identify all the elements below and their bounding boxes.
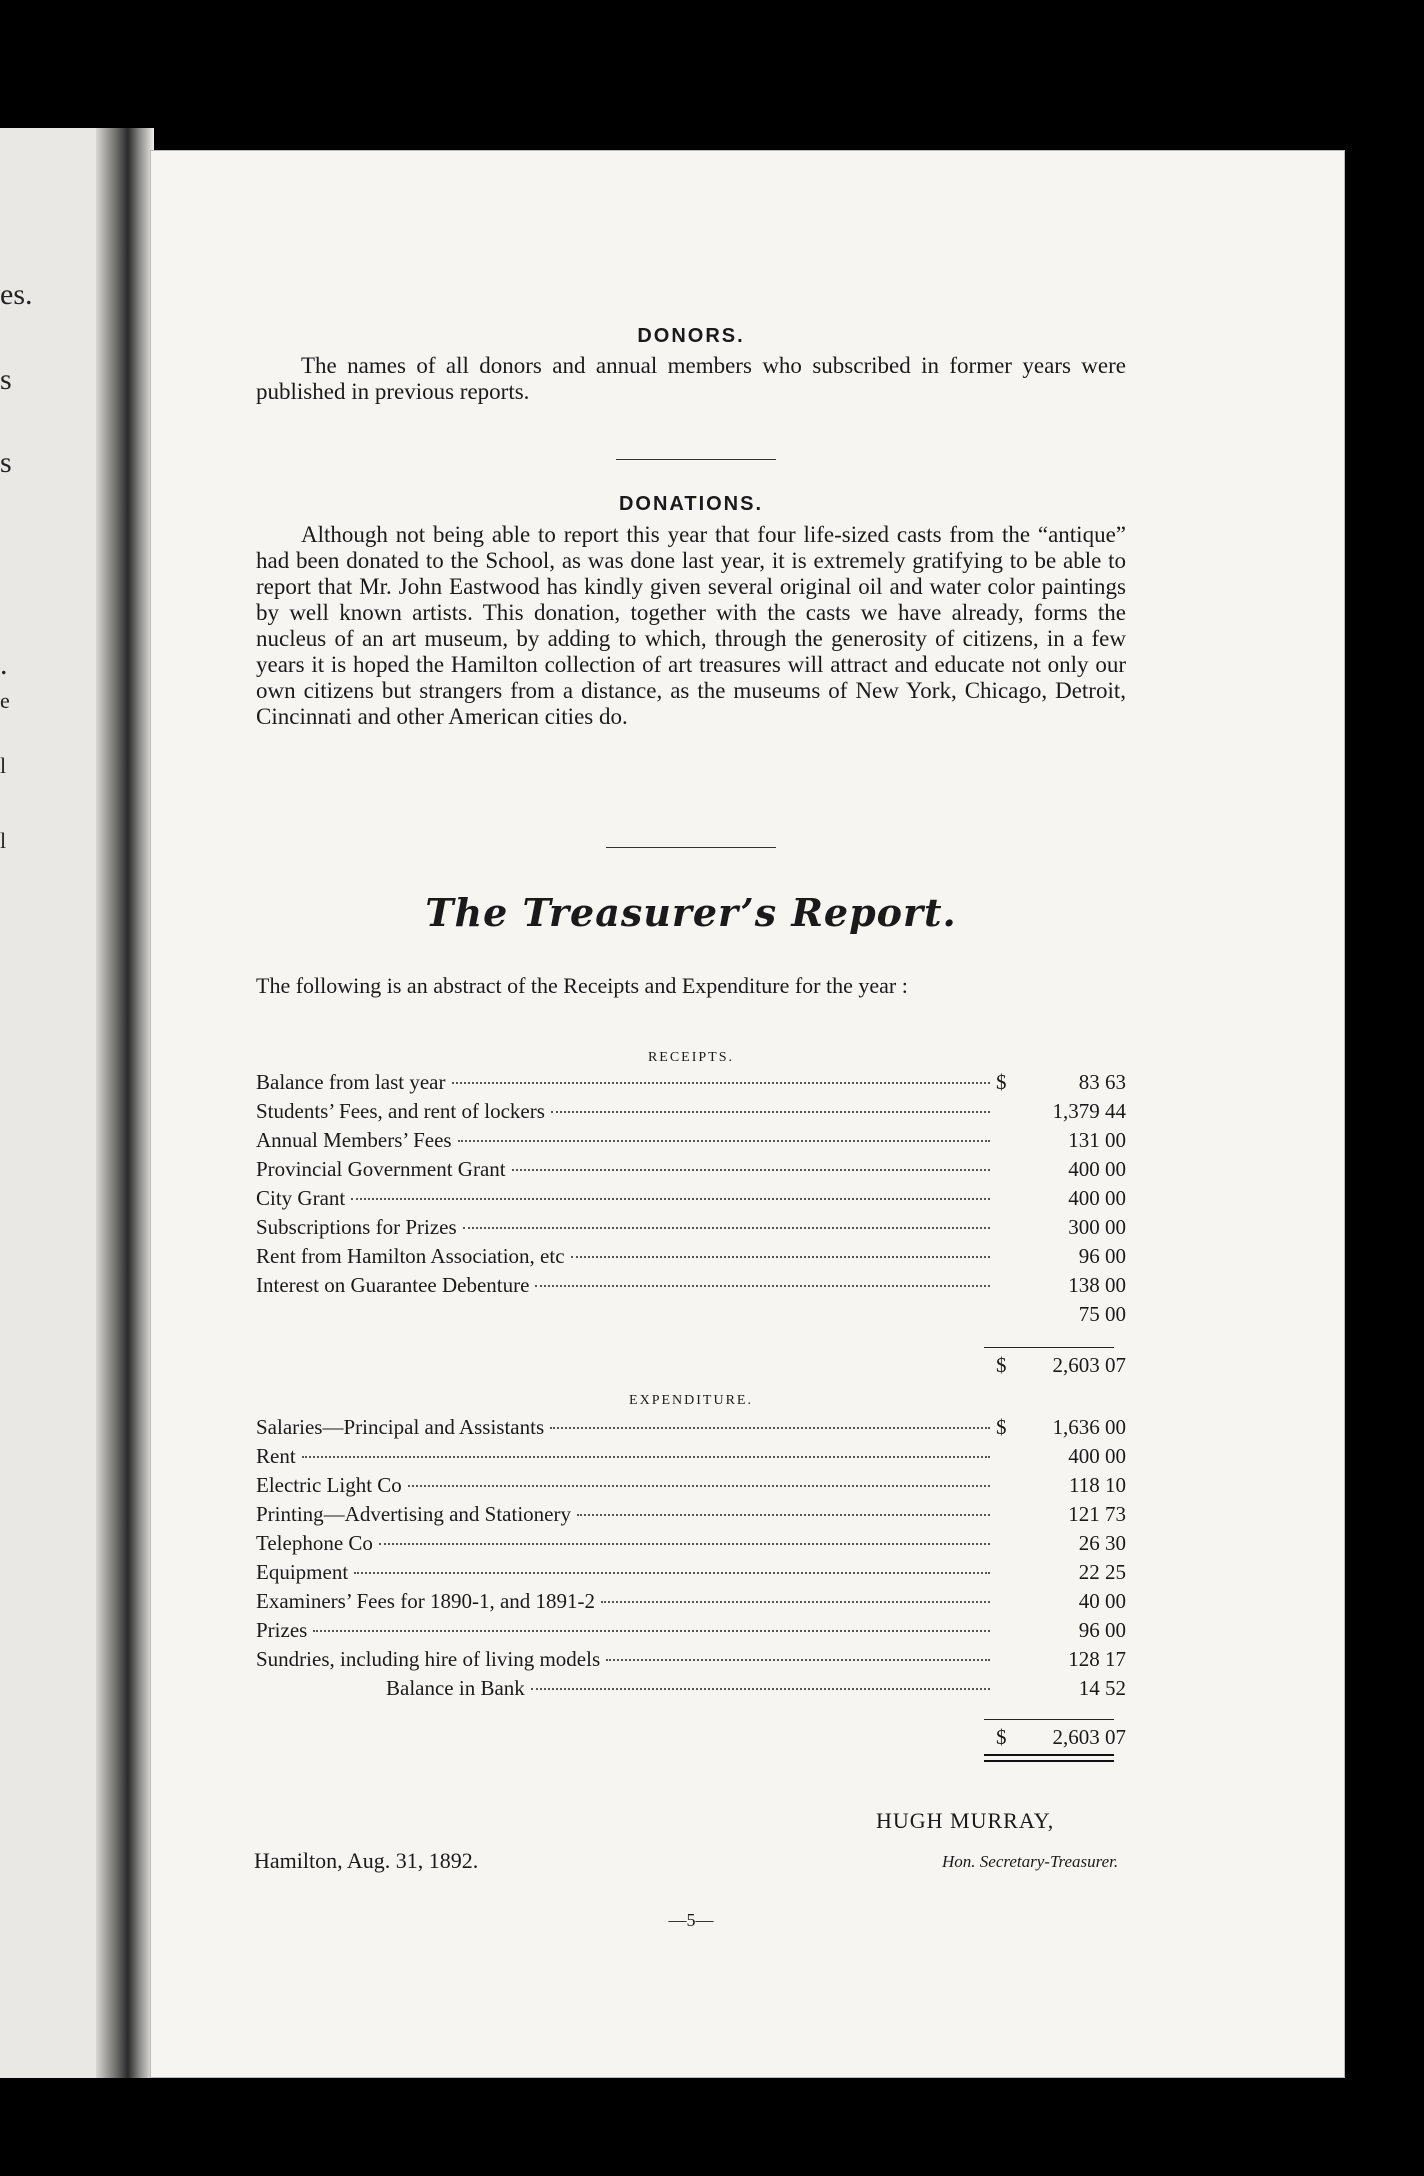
leader-dots (571, 1256, 990, 1258)
leader-dots (551, 1111, 990, 1113)
receipt-amount: 75 00 (1078, 1302, 1126, 1326)
leader-dots (531, 1688, 990, 1690)
expenditure-label: Examiners’ Fees for 1890-1, and 1891-2 (256, 1589, 596, 1613)
expenditure-row (256, 1647, 1126, 1676)
receipt-row (256, 1128, 1126, 1157)
receipt-label: Students’ Fees, and rent of lockers (256, 1099, 545, 1123)
receipt-amount: 400 00 (1068, 1186, 1126, 1210)
expenditure-row (256, 1444, 1126, 1473)
expenditure-table (256, 1415, 1126, 1762)
divider (606, 847, 776, 848)
receipt-label: Annual Members’ Fees (256, 1128, 452, 1152)
left-page-fragment: l (0, 753, 7, 778)
leader-dots (606, 1659, 990, 1661)
receipts-total-row (256, 1348, 1126, 1382)
signature-name: HUGH MURRAY, (876, 1808, 1055, 1833)
receipt-label: Balance from last year (256, 1070, 446, 1094)
receipt-amount: 138 00 (1068, 1273, 1126, 1297)
receipt-row (256, 1302, 1126, 1331)
leader-dots (512, 1169, 990, 1171)
receipt-amount: 96 00 (1078, 1244, 1126, 1268)
document-page (150, 150, 1345, 2078)
expenditure-amount: 128 17 (1068, 1647, 1126, 1671)
receipt-amount: 83 63 (1078, 1070, 1126, 1094)
leader-dots (577, 1514, 990, 1516)
expenditure-row (256, 1531, 1126, 1560)
expenditure-row (256, 1473, 1126, 1502)
receipt-label: Interest on Guarantee Debenture (256, 1273, 530, 1297)
left-page-fragment: s (0, 446, 12, 479)
left-page-fragment: s (0, 363, 12, 396)
place-date: Hamilton, Aug. 31, 1892. (254, 1848, 479, 1873)
signature-title: Hon. Secretary-Treasurer. (942, 1852, 1119, 1871)
receipt-label: Provincial Government Grant (256, 1157, 506, 1181)
donations-text: Although not being able to report this year that four life-sized casts from the “antique” had been donated to the School, as was done last year, it is extremely gratifying to be able to report that Mr. John Eastwood has kindly given several original oil and water color paintings by well known artists. This donation, together with the casts we have already, forms the nucleus of an art museum, by adding to which, through the generosity of citizens, in a few years it is hoped the Hamilton collection of art treasures will attract and educate not only our own citizens but strangers from a distance, as the museums of New York, Chicago, Detroit, Cincinnati and other American cities do. (256, 522, 1126, 729)
expenditure-amount: 118 10 (1069, 1473, 1126, 1497)
leader-dots (313, 1630, 990, 1632)
expenditure-row (256, 1618, 1126, 1647)
divider (616, 459, 776, 460)
expenditure-row (256, 1589, 1126, 1618)
leader-dots (452, 1082, 991, 1084)
receipts-table (256, 1070, 1126, 1382)
receipts-total: 2,603 07 (1052, 1352, 1126, 1377)
receipt-label: Subscriptions for Prizes (256, 1215, 457, 1239)
receipt-row (256, 1244, 1126, 1273)
currency-sign: $ (996, 1352, 1007, 1377)
expenditure-amount: 400 00 (1068, 1444, 1126, 1468)
expenditure-amount: 14 52 (1078, 1676, 1126, 1700)
receipt-row (256, 1099, 1126, 1128)
book-binding (96, 128, 154, 2078)
expenditure-label: Printing—Advertising and Stationery (256, 1502, 571, 1526)
receipt-amount: 131 00 (1068, 1128, 1126, 1152)
expenditure-amount: 96 00 (1078, 1618, 1126, 1642)
currency-sign: $ (996, 1415, 1007, 1439)
page-number: —5— (668, 1910, 714, 1930)
leader-dots (351, 1198, 990, 1200)
expenditure-label: Equipment (256, 1560, 349, 1584)
expenditure-label: Telephone Co (256, 1531, 373, 1555)
currency-sign: $ (996, 1724, 1007, 1749)
total-double-rule (984, 1754, 1114, 1762)
receipt-amount: 1,379 44 (1052, 1099, 1126, 1123)
expenditure-label: Balance in Bank (386, 1676, 525, 1700)
expenditure-total-row (256, 1720, 1126, 1754)
receipt-row (256, 1273, 1126, 1302)
expenditure-row (256, 1502, 1126, 1531)
receipts-label: RECEIPTS. (647, 1050, 735, 1065)
expenditure-amount: 121 73 (1068, 1502, 1126, 1526)
report-title: The Treasurer’s Report. (425, 890, 957, 935)
receipt-row (256, 1157, 1126, 1186)
left-page-fragment: es. (0, 278, 33, 311)
receipt-row (256, 1070, 1126, 1099)
report-intro: The following is an abstract of the Receipts and Expenditure for the year : (256, 973, 908, 998)
leader-dots (550, 1427, 990, 1429)
left-page-fragment: e (0, 688, 10, 713)
expenditure-row (256, 1415, 1126, 1444)
expenditure-label: Salaries—Principal and Assistants (256, 1415, 545, 1439)
expenditure-amount: 22 25 (1078, 1560, 1126, 1584)
expenditure-label: Prizes (256, 1618, 308, 1642)
donors-text: The names of all donors and annual members who subscribed in former years were published in previous reports. (256, 353, 1126, 404)
receipt-row (256, 1186, 1126, 1215)
expenditure-label: Sundries, including hire of living models (256, 1647, 601, 1671)
expenditure-row (256, 1560, 1126, 1589)
expenditure-total: 2,603 07 (1052, 1724, 1126, 1749)
receipt-amount: 300 00 (1068, 1215, 1126, 1239)
leader-dots (408, 1485, 990, 1487)
leader-dots (601, 1601, 990, 1603)
expenditure-amount: 26 30 (1078, 1531, 1126, 1555)
receipt-label: Rent from Hamilton Association, etc (256, 1244, 565, 1268)
receipt-amount: 400 00 (1068, 1157, 1126, 1181)
currency-sign: $ (996, 1070, 1007, 1094)
receipt-row (256, 1215, 1126, 1244)
expenditure-row (256, 1676, 1126, 1705)
donors-heading: DONORS. (637, 325, 745, 347)
left-page-fragment: l (0, 828, 7, 853)
expenditure-amount: 1,636 00 (1052, 1415, 1126, 1439)
leader-dots (535, 1285, 990, 1287)
leader-dots (354, 1572, 990, 1574)
receipt-label: City Grant (256, 1186, 346, 1210)
leader-dots (463, 1227, 990, 1229)
expenditure-label: EXPENDITURE. (629, 1393, 753, 1408)
expenditure-amount: 40 00 (1078, 1589, 1126, 1613)
donations-heading: DONATIONS. (618, 493, 764, 515)
expenditure-label: Rent (256, 1444, 296, 1468)
expenditure-label: Electric Light Co (256, 1473, 402, 1497)
leader-dots (458, 1140, 990, 1142)
left-page-fragment: . (0, 648, 8, 681)
leader-dots (379, 1543, 990, 1545)
leader-dots (302, 1456, 990, 1458)
